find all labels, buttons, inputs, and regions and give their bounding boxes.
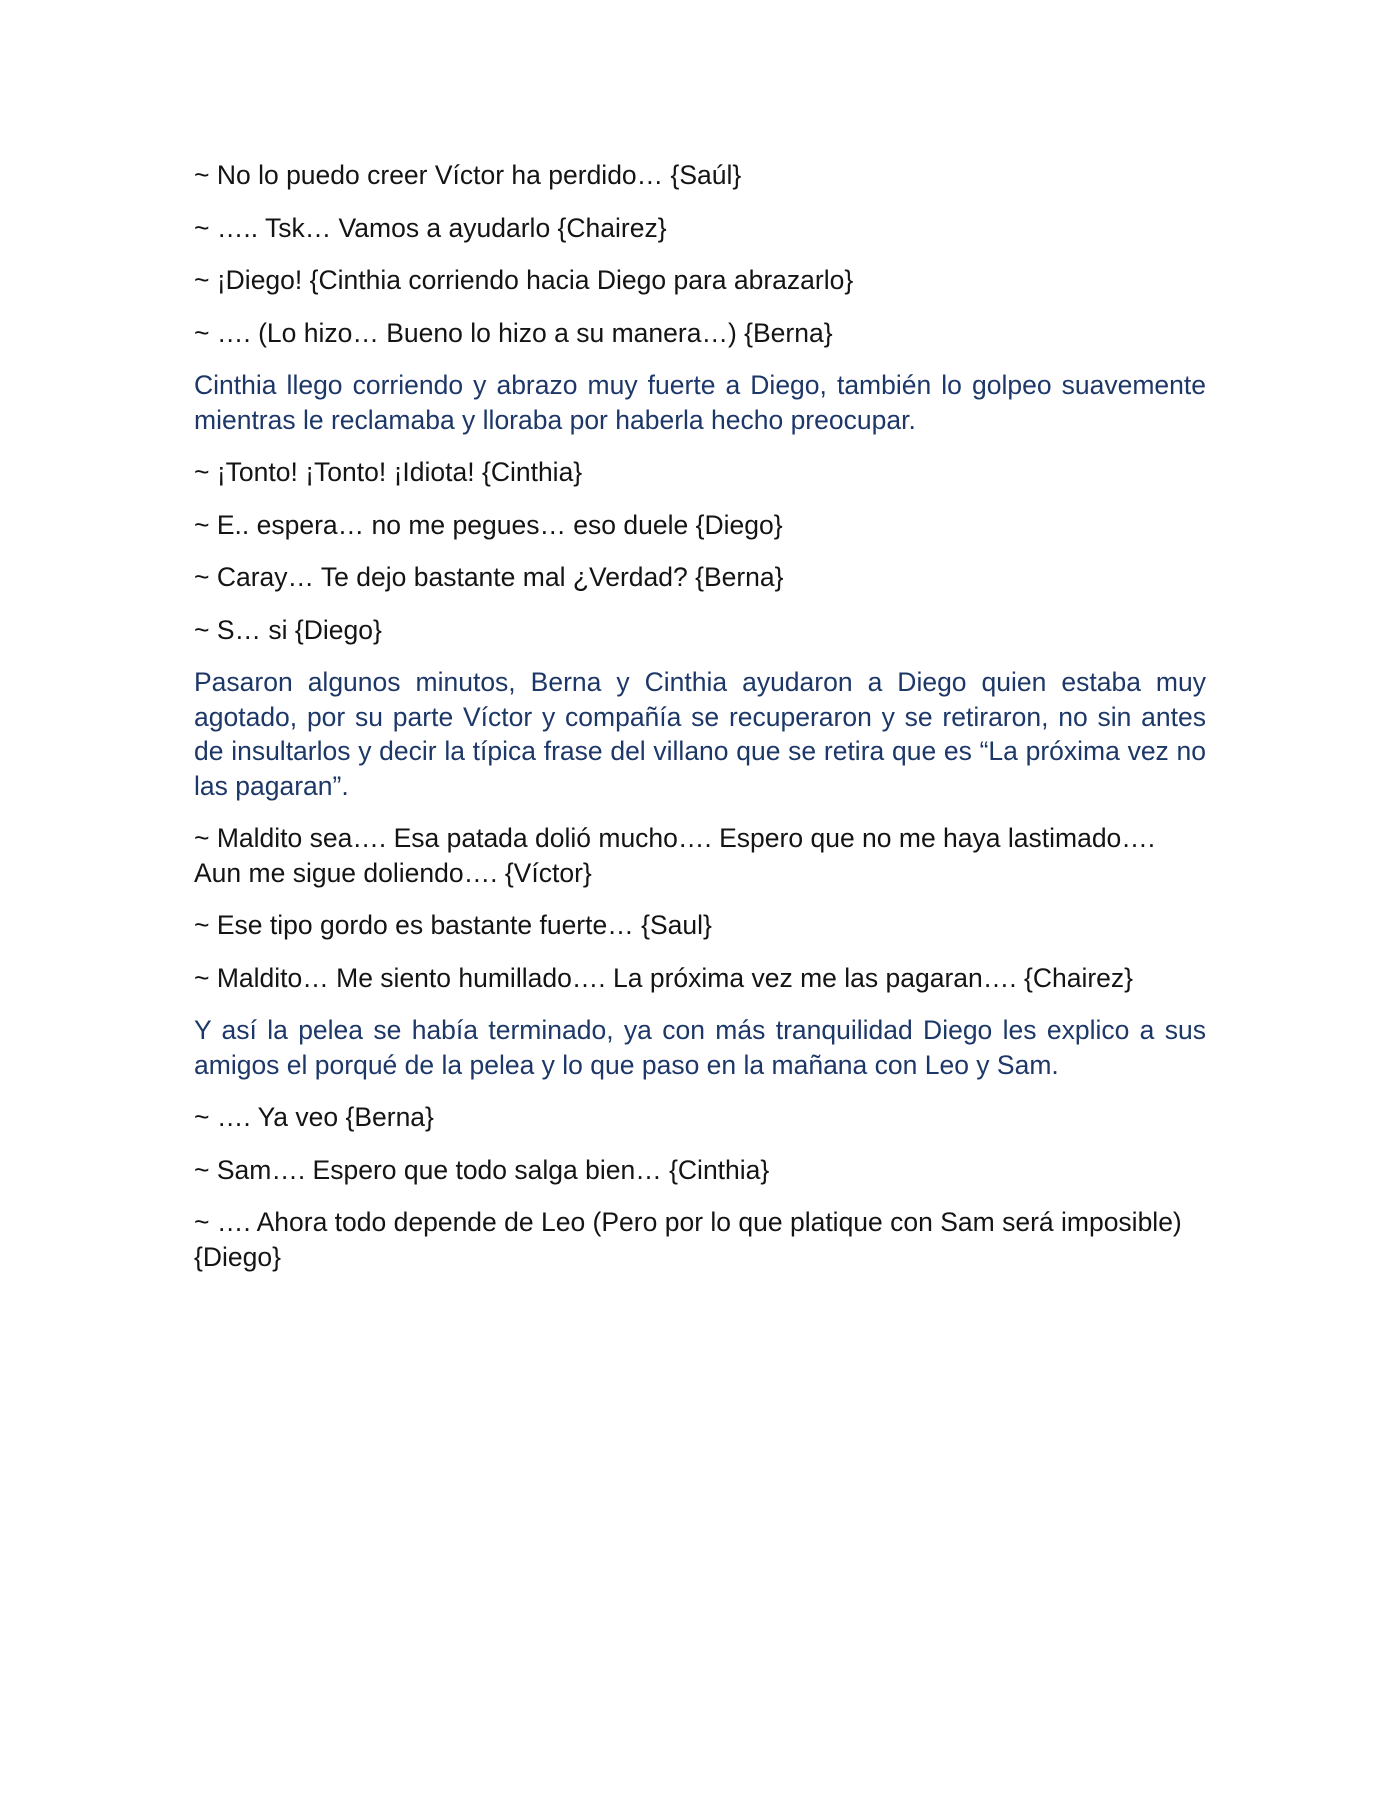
dialogue-line: ~ ….. Tsk… Vamos a ayudarlo {Chairez} [194, 212, 667, 243]
dialogue-line: ~ Maldito sea…. Esa patada dolió mucho…. Espero que no me haya lastimado…. Aun me sigue doliendo…. {Víctor} [194, 823, 1156, 888]
dialogue-line: ~ No lo puedo creer Víctor ha perdido… {Saúl} [194, 160, 742, 190]
document-page [194, 158, 1206, 1292]
dialogue-line: ~ Ese tipo gordo es bastante fuerte… {Saul} [194, 910, 712, 940]
dialogue-line: ~ Maldito… Me siento humillado…. La próxima vez me las pagaran…. {Chairez} [194, 962, 1133, 993]
narration-paragraph: Y así la pelea se había terminado, ya con más tranquilidad Diego les explico a sus amigos el porqué de la pelea y lo que paso en la mañana con Leo y Sam. [194, 1015, 1206, 1080]
dialogue-line: ~ Caray… Te dejo bastante mal ¿Verdad? {Berna} [194, 562, 784, 592]
dialogue-line: ~ E.. espera… no me pegues… eso duele {Diego} [194, 509, 783, 540]
dialogue-line: ~ …. (Lo hizo… Bueno lo hizo a su manera…) {Berna} [194, 317, 833, 348]
dialogue-line: ~ ¡Diego! {Cinthia corriendo hacia Diego para abrazarlo} [194, 265, 854, 295]
dialogue-line: ~ Sam…. Espero que todo salga bien… {Cinthia} [194, 1154, 770, 1185]
dialogue-line: ~ …. Ahora todo depende de Leo (Pero por lo que platique con Sam será imposible) {Diego} [194, 1207, 1182, 1272]
narration-paragraph: Cinthia llego corriendo y abrazo muy fuerte a Diego, también lo golpeo suavemente mientras le reclamaba y lloraba por haberla hecho preocupar. [194, 370, 1206, 435]
dialogue-line: ~ ¡Tonto! ¡Tonto! ¡Idiota! {Cinthia} [194, 457, 583, 487]
dialogue-line: ~ S… si {Diego} [194, 614, 382, 645]
narration-paragraph: Pasaron algunos minutos, Berna y Cinthia ayudaron a Diego quien estaba muy agotado, por su parte Víctor y compañía se recuperaron y se retiraron, no sin antes de insultarlos y decir la típica frase del villano que se retira que es “La próxima vez no las pagaran”. [194, 667, 1206, 801]
dialogue-line: ~ …. Ya veo {Berna} [194, 1102, 434, 1132]
